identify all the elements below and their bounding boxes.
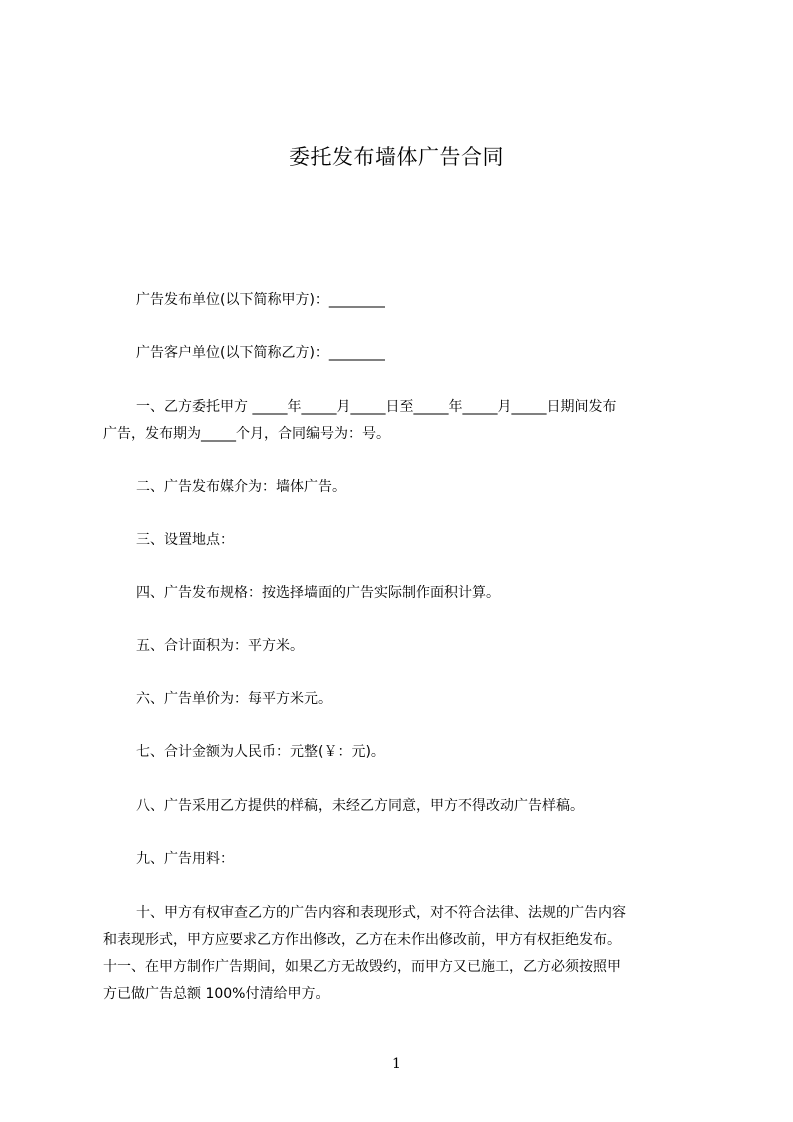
clause-1-line-1: 一、乙方委托甲方 _____年_____月_____日至_____年_____月_____日期间发布 xyxy=(136,399,617,415)
page-number: 1 xyxy=(392,1056,401,1072)
clause-4: 四、广告发布规格：按选择墙面的广告实际制作面积计算。 xyxy=(136,585,500,601)
document-title: 委托发布墙体广告合同 xyxy=(289,145,504,169)
clause-10-line-2: 和表现形式，甲方应要求乙方作出修改，乙方在未作出修改前，甲方有权拒绝发布。 xyxy=(103,932,621,948)
clause-9: 九、广告用料： xyxy=(136,851,234,867)
clause-6: 六、广告单价为：每平方米元。 xyxy=(136,691,332,707)
clause-3: 三、设置地点： xyxy=(136,532,234,548)
client-line: 广告客户单位(以下简称乙方)：________ xyxy=(136,345,385,361)
clause-11-line-2: 方已做广告总额 100%付清给甲方。 xyxy=(103,986,330,1002)
publisher-line: 广告发布单位(以下简称甲方)：________ xyxy=(136,292,385,308)
clause-5: 五、合计面积为：平方米。 xyxy=(136,638,304,654)
clause-1-line-2: 广告，发布期为_____个月，合同编号为：号。 xyxy=(103,426,390,442)
clause-2: 二、广告发布媒介为：墙体广告。 xyxy=(136,479,346,495)
clause-8: 八、广告采用乙方提供的样稿，未经乙方同意，甲方不得改动广告样稿。 xyxy=(136,798,584,814)
clause-7: 七、合计金额为人民币：元整(￥：元)。 xyxy=(136,744,385,760)
clause-11-line-1: 十一、在甲方制作广告期间，如果乙方无故毁约，而甲方又已施工，乙方必须按照甲 xyxy=(103,959,621,975)
clause-10-line-1: 十、甲方有权审查乙方的广告内容和表现形式，对不符合法律、法规的广告内容 xyxy=(136,905,626,921)
